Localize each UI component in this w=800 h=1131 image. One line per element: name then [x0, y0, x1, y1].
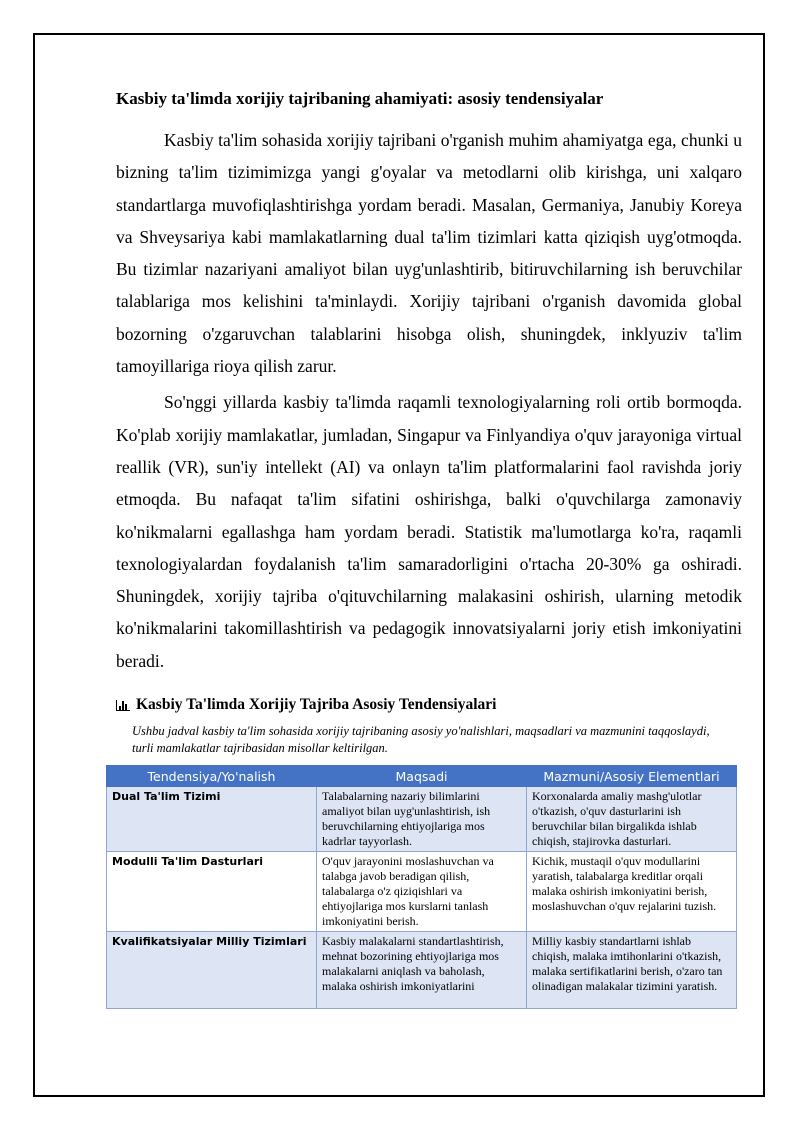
column-header-goal: Maqsadi: [317, 766, 527, 787]
trend-content: [527, 932, 737, 1009]
column-header-trend: Tendensiya/Yo'nalish: [107, 766, 317, 787]
table-row: [107, 932, 737, 1009]
trend-content: Kichik, mustaqil o'quv modullarini yaratish, talabalarga kreditlar orqali malaka oshirish imkoniyatini berish, moslashuvchan o'quv rejalarini tuzish.: [527, 852, 737, 932]
trend-goal: [317, 932, 527, 1009]
paragraph-2: So'nggi yillarda kasbiy ta'limda raqamli texnologiyalarning roli ortib bormoqda. Ko'plab xorijiy mamlakatlar, jumladan, Singapur va Finlyandiya o'quv jarayoniga virtual reallik (VR), sun'iy intellekt (AI) va onlayn ta'lim platformalarini faol ravishda joriy etmoqda. Bu nafaqat ta'lim sifatini oshirishga, balki o'quvchilarga zamonaviy ko'nikmalarni egallashga ham yordam beradi. Statistik ma'lumotlarga ko'ra, raqamli texnologiyalardan foydalanish ta'lim samaradorligini o'rtacha 20-30% ga oshiradi. Shuningdek, xorijiy tajriba o'qituvchilarning malakasini oshirish, ularning metodik ko'nikmalarini takomillashtirish va pedagogik innovatsiyalarni joriy etish imkoniyatini beradi.: [116, 392, 742, 671]
trend-content-text: Milliy kasbiy standartlarni ishlab chiqish, malaka imtihonlarini o'tkazish, malaka sertifikatlarini berish, o'zaro tan olinadigan malakalar tizimini yaratish.: [532, 934, 723, 994]
trend-name: [107, 932, 317, 1009]
document-title: Kasbiy ta'limda xorijiy tajribaning ahamiyati: asosiy tendensiyalar: [116, 89, 604, 108]
trend-content: Korxonalarda amaliy mashg'ulotlar o'tkazish, o'quv dasturlarini ish beruvchilar bilan birgalikda ishlab chiqish, stajirovka dasturlari.: [527, 787, 737, 852]
bar-chart-icon: [116, 700, 130, 711]
document-body: [112, 86, 742, 1009]
table-row: [107, 852, 737, 932]
table-caption: Ushbu jadval kasbiy ta'lim sohasida xorijiy tajribaning asosiy yo'nalishlari, maqsadlari va mazmunini taqqoslaydi, turli mamlakatlar tajribasidan misollar keltirilgan.: [132, 724, 710, 756]
trend-name: Modulli Ta'lim Dasturlari: [107, 852, 317, 932]
trends-table: [106, 765, 737, 1009]
trend-goal: O'quv jarayonini moslashuvchan va talabga javob beradigan qilish, talabalarga o'z qiziqishlari va ehtiyojlariga mos kurslarni tanlash imkoniyatini berish.: [317, 852, 527, 932]
paragraph-1: Kasbiy ta'lim sohasida xorijiy tajribani o'rganish muhim ahamiyatga ega, chunki u bizning ta'lim tizimimizga yangi g'oyalar va metodlarni olib kirishga, uni xalqaro standartlarga muvofiqlashtirishga yordam beradi. Masalan, Germaniya, Janubiy Koreya va Shveysariya kabi mamlakatlarning dual ta'lim tizimlari katta qiziqish uyg'otmoqda. Bu tizimlar nazariyani amaliyot bilan uyg'unlashtirib, bitiruvchilarning ish beruvchilar talablariga mos kelishini ta'minlaydi. Xorijiy tajribani o'rganish davomida global bozorning o'zgaruvchan talablarini hisobga olish, shuningdek, inklyuziv ta'lim tamoyillariga rioya qilish zarur.: [116, 130, 742, 377]
table-row: [107, 787, 737, 852]
trend-name: Dual Ta'lim Tizimi: [107, 787, 317, 852]
table-header-row: [107, 766, 737, 787]
trend-name-text: Kvalifikatsiyalar Milliy Tizimlari: [112, 935, 307, 949]
trend-goal-text: Kasbiy malakalarni standartlashtirish, mehnat bozorining ehtiyojlariga mos malakalarni aniqlash va baholash, malaka oshirish imkoniyatlarini: [322, 934, 504, 994]
trend-goal: Talabalarning nazariy bilimlarini amaliyot bilan uyg'unlashtirish, ish beruvchilarning ehtiyojlariga mos kadrlar tayyorlash.: [317, 787, 527, 852]
column-header-content: Mazmuni/Asosiy Elementlari: [527, 766, 737, 787]
table-heading: [116, 695, 742, 715]
table-heading-text: Kasbiy Ta'limda Xorijiy Tajriba Asosiy Tendensiyalari: [136, 696, 497, 714]
